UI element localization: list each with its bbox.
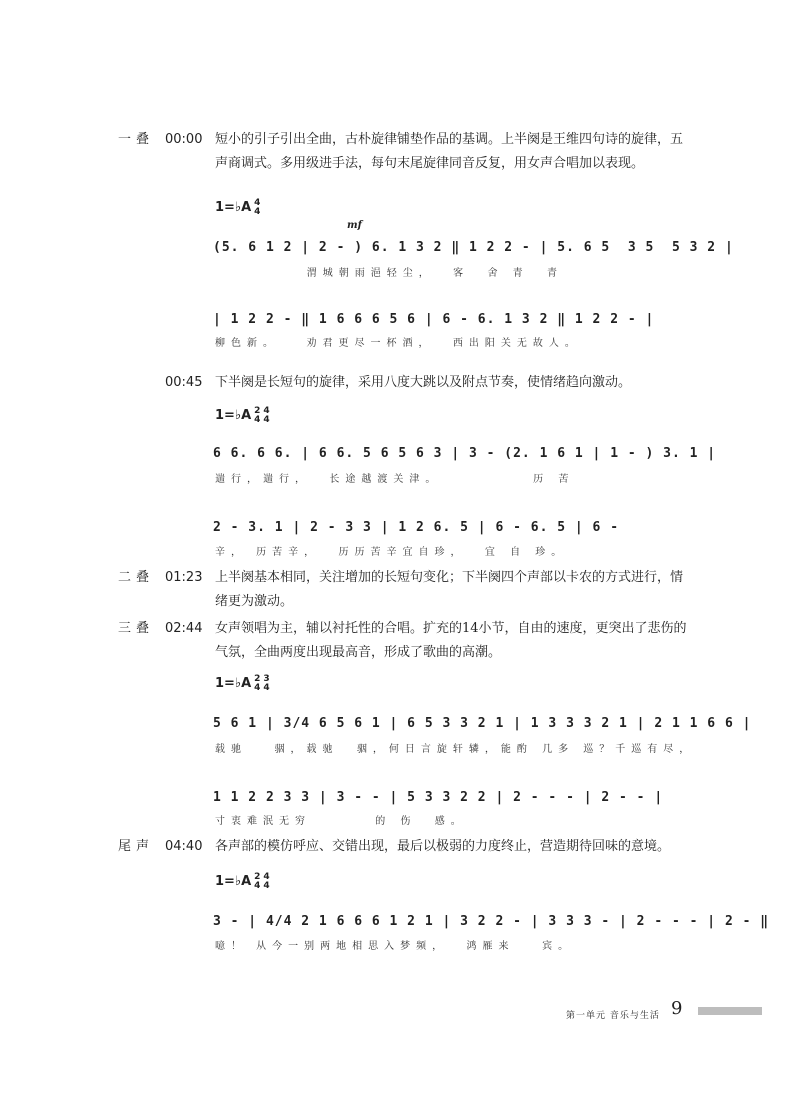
section-time: 01:23 (165, 570, 203, 585)
notation-row: 2 - 3. 1 | 2 - 3 3 | 1 2 6. 5 | 6 - 6. 5 | 6 - (213, 520, 620, 535)
lyrics-row: 遄行，遄行， 长途越渡关津。 历 苦 (215, 474, 575, 485)
time-signature: 4 4 (263, 871, 270, 891)
section-description: 上半阕基本相同，关注增加的长短句变化；下半阕四个声部以卡农的方式进行，情绪更为激动。 (215, 570, 684, 609)
dynamic-mark: mf (347, 220, 362, 231)
section-label: 一叠 (118, 132, 155, 147)
footer-unit-title: 第一单元 音乐与生活 (566, 1011, 660, 1021)
section-label: 尾声 (118, 839, 155, 854)
section-time: 02:44 (165, 621, 203, 636)
page-number: 9 (671, 998, 683, 1019)
time-signature: 2 4 (254, 405, 261, 425)
section-label: 三叠 (118, 621, 155, 636)
time-signature: 2 4 (254, 871, 261, 891)
key-signature: 1=♭A 2 44 4 (215, 871, 270, 891)
lyrics-row: 噫！ 从今一别两地相思入梦频， 鸿雁来 宾。 (215, 941, 575, 952)
lyrics-row: 柳色新。 劝君更尽一杯酒， 西出阳关无故人。 (215, 338, 581, 349)
section-description: 女声领唱为主，辅以衬托性的合唱。扩充的14小节，自由的速度，更突出了悲伤的气氛，全曲两度出现最高音，形成了歌曲的高潮。 (215, 621, 687, 660)
section-label: 二叠 (118, 570, 155, 585)
time-signature: 4 4 (254, 197, 261, 217)
section-description: 短小的引子引出全曲，古朴旋律铺垫作品的基调。上半阕是王维四句诗的旋律，五声商调式。多用级进手法，每句末尾旋律同音反复，用女声合唱加以表现。 (215, 132, 684, 171)
lyrics-row: 寸衷难泯无穷 的 伤 感。 (215, 816, 467, 827)
footer-bar (698, 1007, 762, 1015)
notation-row: 5 6 1 | 3/4 6 5 6 1 | 6 5 3 3 2 1 | 1 3 3 3 2 1 | 2 1 1 6 6 | (213, 716, 752, 731)
key-signature: 1=♭A 4 4 (215, 197, 261, 217)
time-signature: 3 4 (263, 673, 270, 693)
section-time: 00:45 (165, 375, 203, 390)
time-signature: 2 4 (254, 673, 261, 693)
section-description: 下半阕是长短句的旋律，采用八度大跳以及附点节奏，使情绪趋向激动。 (215, 375, 632, 390)
notation-row: (5. 6 1 2 | 2 - ) 6. 1 3 2 ‖ 1 2 2 - | 5. 6 5 3 5 5 3 2 | (213, 240, 734, 255)
section-time: 00:00 (165, 132, 203, 147)
key-signature: 1=♭A 2 43 4 (215, 673, 270, 693)
section-description: 各声部的模仿呼应、交错出现，最后以极弱的力度终止，营造期待回味的意境。 (215, 839, 671, 854)
notation-row: 1 1 2 2 3 3 | 3 - - | 5 3 3 2 2 | 2 - - - | 2 - - | (213, 790, 664, 805)
notation-row: 3 - | 4/4 2 1 6 6 6 1 2 1 | 3 2 2 - | 3 3 3 - | 2 - - - | 2 - ‖ (213, 914, 770, 929)
key-signature: 1=♭A 2 44 4 (215, 405, 270, 425)
notation-row: | 1 2 2 - ‖ 1 6 6 6 5 6 | 6 - 6. 1 3 2 ‖ 1 2 2 - | (213, 312, 655, 327)
notation-row: 6 6. 6 6. | 6 6. 5 6 5 6 3 | 3 - (2. 1 6 1 | 1 - ) 3. 1 | (213, 446, 717, 461)
lyrics-row: 渭城朝雨浥轻尘， 客 舍 青 青 (215, 268, 564, 279)
section-time: 04:40 (165, 839, 203, 854)
lyrics-row: 辛， 历苦辛， 历历苦辛宜自珍， 宜 自 珍。 (215, 547, 568, 558)
time-signature: 4 4 (263, 405, 270, 425)
lyrics-row: 载驰 骃，载驰 骃，何日言旋轩辚，能酌 几多 巡？千巡有尽， (215, 744, 696, 755)
